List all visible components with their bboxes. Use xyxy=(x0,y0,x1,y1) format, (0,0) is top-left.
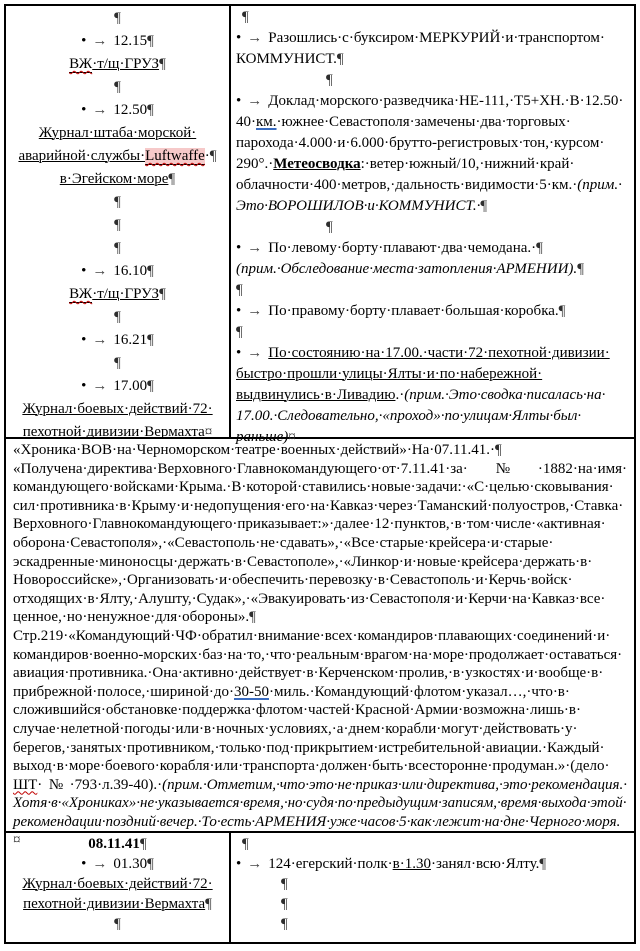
bullet-marker: • xyxy=(236,345,242,361)
paragraph xyxy=(236,91,629,217)
paragraph xyxy=(11,99,224,122)
text-run: «Хроника·​ВОВ·​на·​Черноморском·​театре·​военных·​действий»·​На·​07.11.41.·​ xyxy=(13,442,495,458)
text-run: (прим.·​Обследование·​места·​затопления·​АРМЕНИИ). xyxy=(236,261,578,277)
pilcrow-mark: ¶ xyxy=(159,56,166,72)
text-run: в·​1.30 xyxy=(392,856,431,872)
tab-arrow-icon: → xyxy=(247,240,263,256)
table-cell-row1-left-journal-times[interactable] xyxy=(6,6,231,439)
paragraph xyxy=(236,894,629,914)
bullet-marker: • xyxy=(236,303,242,319)
text-run: Журнал·​штаба·​морской·​аварийной·​службы·​ xyxy=(18,125,197,164)
paragraph xyxy=(11,214,224,237)
paragraph xyxy=(13,627,627,850)
text-run: ·​№·​793·​л.39-40).·​ xyxy=(37,776,163,793)
pilcrow-mark: ¶ xyxy=(147,263,154,279)
tab-arrow-icon: → xyxy=(247,345,263,361)
text-run: По·​правому·​борту·​плавает·​большая·​коробка. xyxy=(268,303,559,319)
bullet-marker: • xyxy=(81,33,87,49)
paragraph xyxy=(11,53,224,76)
paragraph xyxy=(236,238,629,259)
pilcrow-mark: ¶ xyxy=(139,836,147,852)
text-run: 12.50 xyxy=(113,102,148,118)
text-run: (прим.·​Это·​ВОРОШИЛОВ·​и·​КОММУНИСТ.·​ xyxy=(236,177,622,214)
text-run: ВЖ xyxy=(69,286,93,302)
paragraph xyxy=(236,854,629,874)
pilcrow-mark: ¶ xyxy=(281,896,288,912)
pilcrow-mark: ¶ xyxy=(577,261,584,277)
text-run: 30-50 xyxy=(233,683,269,700)
bullet-marker: • xyxy=(81,378,87,394)
paragraph xyxy=(11,30,224,53)
paragraph xyxy=(236,874,629,894)
pilcrow-mark: ¶ xyxy=(495,442,502,458)
pilcrow-mark: ¶ xyxy=(242,9,249,25)
bullet-marker: • xyxy=(236,240,242,256)
pilcrow-mark: ¶ xyxy=(281,916,288,932)
pilcrow-mark: ¶ xyxy=(147,378,154,394)
text-run: 08.11.41 xyxy=(88,836,140,852)
paragraph xyxy=(11,283,224,306)
text-run: ·​т/щ·​ГРУЗ xyxy=(92,56,160,72)
pilcrow-mark: ¶ xyxy=(114,10,121,26)
paragraph xyxy=(236,217,629,238)
pilcrow-mark: ¶ xyxy=(326,219,333,235)
text-run: Журнал·​боевых·​действий·​72·​пехотной·​дивизии·​Вермахта xyxy=(22,401,213,440)
text-run: Метеосводка xyxy=(273,156,361,172)
bullet-marker: • xyxy=(236,30,242,46)
pilcrow-mark: ¶ xyxy=(147,332,154,348)
text-run: 17.00 xyxy=(113,378,148,394)
end-of-cell-mark: ¤ xyxy=(13,832,21,849)
document-table xyxy=(4,4,636,944)
pilcrow-mark: ¶ xyxy=(147,33,154,49)
bullet-marker: • xyxy=(81,263,87,279)
text-run: Стр.219·​«Командующий·​ЧФ·​обратил·​внимание·​всех·​командиров·​плавающих·​соединений·​и·​командиров·​военно-морских·​баз·​на·​то,·​что·​реальным·​врагом·​на·​море·​продолжает·​оставаться·​авиация·​противника.·​Она·​активно·​действует·​в·​Керченском·​пролив,·​в·​узкостях·​и·​вообще·​в·​прибрежной·​полосе,·​шириной·​до·​ xyxy=(13,627,623,700)
bullet-marker: • xyxy=(236,856,242,872)
pilcrow-mark: ¶ xyxy=(114,309,121,325)
text-run: 16.10 xyxy=(113,263,148,279)
text-run: 12.15 xyxy=(113,33,148,49)
text-run: ШТ xyxy=(13,776,38,793)
pilcrow-mark: ¶ xyxy=(209,148,217,164)
tab-arrow-icon: → xyxy=(247,856,263,872)
text-run: Журнал·​боевых·​действий·​72·​пехотной·​дивизии·​Вермахта xyxy=(22,876,213,912)
pilcrow-mark: ¶ xyxy=(114,217,121,233)
text-run: 01.30 xyxy=(113,856,148,872)
tab-arrow-icon: → xyxy=(92,102,108,118)
text-run: Доклад·​морского·​разведчика·​НЕ-111,·​Т5+ХН.·​В·​12.50·​40·​ xyxy=(236,93,624,130)
tab-arrow-icon: → xyxy=(92,378,108,394)
paragraph xyxy=(11,329,224,352)
text-run: ВЖ xyxy=(69,56,93,72)
tab-arrow-icon: → xyxy=(247,30,263,46)
paragraph xyxy=(236,322,629,343)
text-run: Luftwaffe xyxy=(145,148,205,164)
pilcrow-mark: ¶ xyxy=(147,856,154,872)
pilcrow-mark: ¶ xyxy=(326,72,333,88)
pilcrow-mark: ¶ xyxy=(114,79,121,95)
text-run: ·​занял·​всю·​Ялту. xyxy=(430,856,540,872)
text-run: По·​состоянию·​на·​17.00.·​части·​72·​пехотной·​дивизии·​быстро·​прошли·​улицы·​Ялты·​и·​по·​набережной·​выдвинулись·​в·​Ливадию xyxy=(236,345,610,403)
paragraph xyxy=(236,259,629,280)
paragraph xyxy=(13,460,627,627)
tab-arrow-icon: → xyxy=(92,33,108,49)
paragraph xyxy=(11,168,224,191)
paragraph xyxy=(236,280,629,301)
bullet-marker: • xyxy=(236,93,242,109)
paragraph xyxy=(11,191,224,214)
pilcrow-mark: ¶ xyxy=(242,836,249,852)
paragraph xyxy=(11,375,224,398)
paragraph xyxy=(11,352,224,375)
pilcrow-mark: ¶ xyxy=(147,102,154,118)
pilcrow-mark: ¶ xyxy=(205,896,212,912)
table-cell-row1-right-events[interactable] xyxy=(231,6,634,445)
paragraph xyxy=(236,301,629,322)
paragraph xyxy=(11,854,224,874)
tab-arrow-icon: → xyxy=(247,93,263,109)
text-run: км. xyxy=(256,114,277,130)
paragraph xyxy=(11,237,224,260)
paragraph xyxy=(236,343,629,448)
pilcrow-mark: ¶ xyxy=(114,916,121,932)
paragraph xyxy=(236,28,629,70)
text-run: в·​Эгейском·​море xyxy=(59,171,169,187)
tab-arrow-icon: → xyxy=(92,332,108,348)
text-run: .·​ xyxy=(395,387,405,403)
text-run: «Получена·​директива·​Верховного·​Главнокомандующего·​от·​7.11.41·​за·​№·​1882·​на·​имя·​командующего·​войсками·​Крыма.·​В·​которой·​ставились·​новые·​задачи:·​«С·​целью·​сковывания·​сил·​противника·​в·​Крыму·​и·​недопущения·​его·​на·​Кавказ·​через·​Таманский·​полуостров,·​Ставка·​Верховного·​Главнокомандующего·​приказывает:»·​далее·​12·​пунктов,·​в·​том·​числе·​«активная·​оборона·​Севастополя»,·​«Севастополь·​не·​сдавать»,·​«Все·​старые·​крейсера·​и·​старые·​эскадренные·​миноносцы·​держать·​в·​Севастополе»,·​«Линкор·​и·​новые·​крейсера·​держать·​в·​Новороссийске»,·​Организовать·​и·​обеспечить·​перевозку·​в·​Севастополь·​и·​Керчь·​войск·​отходящих·​в·​Ялту,·​Алушту,·​Судак»,·​«Эвакуировать·​из·​Севастополя·​и·​Керчи·​на·​Кавказ·​все·​ценное,·​но·​ненужное·​для·​обороны». xyxy=(13,460,627,626)
paragraph xyxy=(236,7,629,28)
pilcrow-mark: ¶ xyxy=(114,240,121,256)
pilcrow-mark: ¶ xyxy=(539,856,547,872)
paragraph xyxy=(236,834,629,854)
paragraph xyxy=(11,398,224,444)
pilcrow-mark: ¶ xyxy=(536,240,543,256)
text-run: ·​т/щ·​ГРУЗ xyxy=(92,286,160,302)
pilcrow-mark: ¶ xyxy=(168,171,176,187)
table-cell-row3-right-events[interactable] xyxy=(231,833,634,942)
pilcrow-mark: ¶ xyxy=(159,286,166,302)
tab-arrow-icon: → xyxy=(92,263,108,279)
pilcrow-mark: ¶ xyxy=(281,876,288,892)
text-run: Разошлись·​с·​буксиром·​МЕРКУРИЙ·​и·​транспортом·​КОММУНИСТ. xyxy=(236,30,605,67)
paragraph xyxy=(13,441,627,460)
pilcrow-mark: ¶ xyxy=(114,355,121,371)
bullet-marker: • xyxy=(81,856,87,872)
end-of-cell-mark: ¤ xyxy=(288,429,296,445)
pilcrow-mark: ¶ xyxy=(236,282,243,298)
pilcrow-mark: ¶ xyxy=(558,303,566,319)
text-run: 16.21 xyxy=(113,332,148,348)
text-run: (прим.·​Отметим,·​что·​это·​не·​приказ·​или·​директива,·​это·​рекомендация.·​Хотя·​в·​«Хрониках»·​не·​указывается·​время,·​но·​судя·​по·​предыдущим·​записям,·​время·​выхода·​этой·​рекомендации·​поздний·​вечер.·​То·​есть·​АРМЕНИЯ·​уже·​часов·​5·​как·​лежит·​на·​дне·​Черного·​моря. xyxy=(13,776,627,830)
pilcrow-mark: ¶ xyxy=(236,324,243,340)
paragraph xyxy=(11,914,224,934)
paragraph xyxy=(11,874,224,914)
text-run: 124·​егерский·​полк·​ xyxy=(268,856,393,872)
paragraph xyxy=(11,7,224,30)
text-run: ·​ xyxy=(204,148,210,164)
paragraph xyxy=(11,76,224,99)
bullet-marker: • xyxy=(81,332,87,348)
table-cell-row3-left-journal-times[interactable] xyxy=(6,833,231,942)
paragraph xyxy=(236,914,629,934)
paragraph xyxy=(11,260,224,283)
text-run: По·​левому·​борту·​плавают·​два·​чемодана.·​ xyxy=(268,240,537,256)
tab-arrow-icon: → xyxy=(247,303,263,319)
end-of-cell-mark: ¤ xyxy=(204,424,213,440)
paragraph xyxy=(11,834,224,854)
bullet-marker: • xyxy=(81,102,87,118)
pilcrow-mark: ¶ xyxy=(336,51,344,67)
pilcrow-mark: ¶ xyxy=(114,194,121,210)
pilcrow-mark: ¶ xyxy=(480,198,488,214)
text-run: (прим.·​Это·​сводка·​писалась·​на·​17.00.·​Следовательно,·​«проход»·​по·​улицам·​Ялты·​был·​раньше) xyxy=(236,387,606,445)
paragraph xyxy=(236,70,629,91)
text-run: :·​ветер·​южный/10,·​нижний·​край·​облачности·​400·​метров,·​дальность·​видимости·​5·​км.·​ xyxy=(236,156,578,193)
text-run: ·​миль.·​Командующий·​флотом·​указал…,·​что·​в·​сложившийся·​обстановке·​поддержка·​флотом·​частей·​Красной·​Армии·​возможна·​лишь·​в·​случае·​нелетной·​погоды·​или·​в·​ночных·​условиях,·​а·​днем·​корабли·​могут·​действовать·​у·​берегов,·​занятых·​противником,·​только·​под·​прикрытием·​истребительной·​авиации.·​Каждый·​выход·​в·​море·​боевого·​корабля·​или·​транспорта·​должен·​быть·​всесторонне·​продуман.»·​(дело·​ xyxy=(13,683,610,775)
paragraph xyxy=(11,122,224,168)
text-run: ·​южнее·​Севастополя·​замечены·​два·​торговых·​парохода·​4.000·​и·​6.000·​брутто-регистровых·​тон,·​курсом·​290°.·​ xyxy=(236,114,605,172)
paragraph xyxy=(11,306,224,329)
pilcrow-mark: ¶ xyxy=(249,609,256,626)
tab-arrow-icon: → xyxy=(92,856,108,872)
